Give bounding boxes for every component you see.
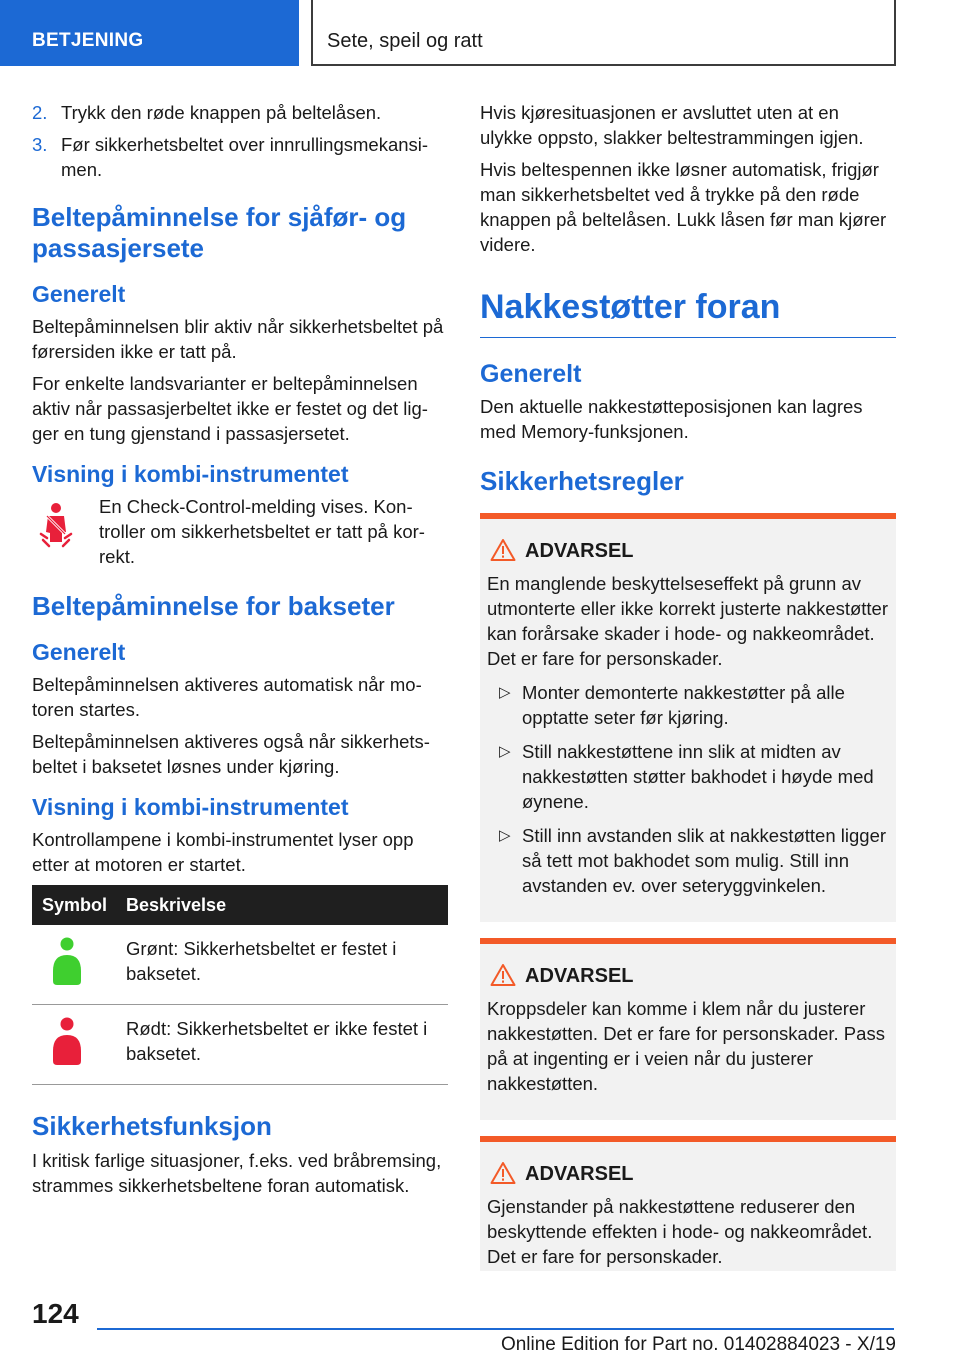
paragraph: I kritisk farlige situasjoner, f.eks. ved bråbremsing, strammes sikkerhetsbeltene foran automatisk.: [32, 1150, 442, 1196]
table-cell-description: Rødt: Sikkerhetsbeltet er ikke festet i baksetet.: [126, 1005, 448, 1085]
warning-triangle-icon: [490, 1161, 516, 1185]
step-text: Før sikkerhetsbeltet over innrullingsmekansimen.: [61, 134, 429, 180]
table-header-symbol: Symbol: [32, 885, 126, 925]
heading-belt-reminder-front: Beltepåminnelse for sjåfør- og passasjersete: [32, 202, 407, 263]
step-number: 3.: [32, 134, 48, 155]
table-cell-symbol: [32, 925, 126, 1005]
bullet-text: Monter demonterte nakkestøtter på alle opptatte seter før kjøring.: [522, 682, 845, 728]
step-number: 2.: [32, 102, 48, 123]
paragraph: Beltepåminnelsen aktiveres også når sikkerhetsbeltet i baksetet løsnes under kjøring.: [32, 731, 430, 777]
warning-title-text: ADVARSEL: [525, 540, 634, 562]
bullet-text: Still inn avstanden slik at nakkestøtten ligger så tett mot bakhodet som mulig. Still inn avstanden ev. over seteryggvinkelen.: [522, 825, 887, 896]
footer-edition-link[interactable]: Online Edition for Part no. 01402884023 - X/19: [500, 1334, 896, 1355]
table-row: [32, 925, 448, 1005]
warning-triangle-icon: [490, 963, 516, 987]
warning-text: En manglende beskyttelseseffekt på grunn av utmonterte eller ikke korrekt justerte nakkestøtter kan forårsake skader i hode- og nakkeområdet. Det er fare for personskader.: [487, 573, 888, 669]
warning-title: [487, 1160, 888, 1188]
table-row: [32, 1005, 448, 1085]
header-chapter-label: Sete, speil og ratt: [327, 30, 483, 52]
warning-box: [480, 513, 896, 922]
warning-title-text: ADVARSEL: [525, 965, 634, 987]
table-header-row: [32, 885, 448, 925]
heading-general: Generelt: [32, 639, 126, 665]
step-text: Trykk den røde knappen på beltelåsen.: [61, 102, 382, 123]
paragraph: Beltepåminnelsen blir aktiv når sikkerhetsbeltet på førersiden ikke er tatt på.: [32, 316, 444, 362]
paragraph: Den aktuelle nakkestøtteposisjonen kan lagres med Memory-funksjonen.: [480, 396, 863, 442]
triangle-bullet-icon: ▷: [499, 827, 511, 844]
warning-box: [480, 938, 896, 1120]
footer-divider: [97, 1328, 894, 1330]
warning-title-text: ADVARSEL: [525, 1163, 634, 1185]
heading-safety-rules: Sikkerhetsregler: [480, 466, 684, 496]
bullet-text: Still nakkestøttene inn slik at midten av nakkestøtten støtter bakhodet i høyde med øynene.: [522, 741, 874, 812]
warning-title: [487, 962, 888, 990]
paragraph: Hvis beltespennen ikke løsner automatisk, frigjør man sikkerhetsbeltet ved å trykke på den røde knappen på beltelåsen. Lukk låsen før man kjører videre.: [480, 159, 887, 255]
rear-belt-unfastened-icon: [51, 1017, 83, 1065]
paragraph: Beltepåminnelsen aktiveres automatisk når motoren startes.: [32, 674, 422, 720]
warning-triangle-icon: [490, 538, 516, 562]
heading-front-headrests: Nakkestøtter foran: [480, 287, 896, 338]
page-number: 124: [32, 1298, 79, 1329]
rear-belt-fastened-icon: [51, 937, 83, 985]
step-item: [32, 132, 448, 182]
table-cell-description: Grønt: Sikkerhetsbeltet er festet i baksetet.: [126, 925, 448, 1005]
heading-general: Generelt: [32, 281, 126, 307]
bullet-item: [487, 739, 888, 814]
table-header-description: Beskrivelse: [126, 885, 448, 925]
warning-text: Kroppsdeler kan komme i klem når du justerer nakkestøtten. Det er fare for personskader. Pass på at ingenting er i veien når du justerer nakkestøtten.: [487, 998, 885, 1094]
right-column: [480, 100, 896, 1287]
header-chapter-box: [311, 0, 896, 66]
warning-text: Gjenstander på nakkestøttene reduserer den beskyttende effekten i hode- og nakkeområdet. Det er fare for personskader.: [487, 1196, 873, 1267]
heading-safety-function: Sikkerhetsfunksjon: [32, 1111, 272, 1141]
left-column: [32, 100, 448, 1205]
table-cell-symbol: [32, 1005, 126, 1085]
heading-general: Generelt: [480, 360, 582, 388]
warning-title: [487, 537, 888, 565]
heading-belt-reminder-rear: Beltepåminnelse for bakseter: [32, 591, 395, 621]
triangle-bullet-icon: ▷: [499, 743, 511, 760]
header-section-label: BETJENING: [32, 30, 144, 51]
seatbelt-warning-icon: [35, 502, 77, 550]
symbol-table: [32, 885, 448, 1085]
step-item: [32, 100, 448, 125]
header-section-tab: [0, 0, 299, 66]
heading-display: Visning i kombi-instrumentet: [32, 461, 349, 487]
triangle-bullet-icon: ▷: [499, 684, 511, 701]
bullet-item: [487, 823, 888, 898]
icon-paragraph: [32, 494, 448, 569]
heading-display: Visning i kombi-instrumentet: [32, 794, 349, 820]
warning-box: [480, 1136, 896, 1271]
paragraph: En Check-Control-melding vises. Kontroller om sikkerhetsbeltet er tatt på korrekt.: [99, 496, 425, 567]
bullet-item: [487, 680, 888, 730]
paragraph: For enkelte landsvarianter er beltepåminnelsen aktiv når passasjerbeltet ikke er festet og det ligger en tung gjenstand i passasjersetet.: [32, 373, 428, 444]
paragraph: Kontrollampene i kombi-instrumentet lyser opp etter at motoren er startet.: [32, 829, 414, 875]
paragraph: Hvis kjøresituasjonen er avsluttet uten at en ulykke oppsto, slakker beltestrammingen igjen.: [480, 102, 864, 148]
